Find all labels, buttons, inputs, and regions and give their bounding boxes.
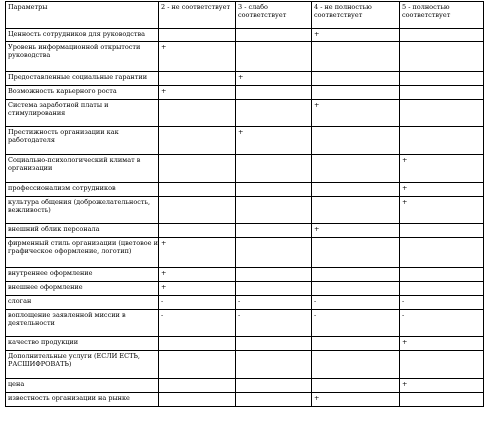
rating-mark-cell: [236, 224, 312, 238]
rating-mark-cell: [236, 197, 312, 224]
rating-mark-cell: [236, 29, 312, 42]
rating-mark-cell: [236, 100, 312, 127]
parameter-cell: Система заработной платы и стимулирования: [6, 100, 159, 127]
rating-mark-cell: +: [400, 197, 484, 224]
parameter-cell: Дополнительные услуги (ЕСЛИ ЕСТЬ, РАСШИФРОВАТЬ): [6, 351, 159, 379]
rating-mark-cell: -: [236, 310, 312, 337]
rating-mark-cell: [312, 86, 400, 100]
rating-mark-cell: [400, 224, 484, 238]
table-row: [6, 238, 484, 268]
rating-mark-cell: +: [400, 183, 484, 197]
table-row: [6, 310, 484, 337]
header-cell-score-3: 3 - слабо соответствует: [236, 2, 312, 29]
rating-mark-cell: [236, 337, 312, 351]
rating-mark-cell: [236, 393, 312, 407]
rating-mark-cell: [236, 155, 312, 183]
table-row: [6, 224, 484, 238]
rating-mark-cell: -: [159, 296, 236, 310]
rating-mark-cell: [236, 183, 312, 197]
rating-mark-cell: [312, 42, 400, 72]
rating-mark-cell: [400, 127, 484, 155]
table-row: [6, 337, 484, 351]
rating-mark-cell: [159, 197, 236, 224]
rating-mark-cell: +: [312, 224, 400, 238]
rating-mark-cell: +: [159, 282, 236, 296]
rating-mark-cell: [400, 351, 484, 379]
table-row: [6, 393, 484, 407]
rating-mark-cell: [159, 100, 236, 127]
rating-mark-cell: [159, 224, 236, 238]
rating-mark-cell: [159, 29, 236, 42]
parameter-cell: Предоставленные социальные гарантии: [6, 72, 159, 86]
rating-mark-cell: [312, 127, 400, 155]
rating-mark-cell: [400, 282, 484, 296]
rating-mark-cell: [236, 351, 312, 379]
header-cell-score-2: 2 - не соответствует: [159, 2, 236, 29]
table-row: [6, 72, 484, 86]
parameter-cell: Престижность организации как работодателя: [6, 127, 159, 155]
rating-mark-cell: [400, 100, 484, 127]
rating-mark-cell: +: [159, 42, 236, 72]
rating-mark-cell: [236, 282, 312, 296]
rating-mark-cell: +: [312, 393, 400, 407]
rating-mark-cell: +: [400, 155, 484, 183]
table-row: [6, 296, 484, 310]
rating-mark-cell: [312, 155, 400, 183]
rating-mark-cell: [312, 268, 400, 282]
header-cell-score-4: 4 - не полностью соответствует: [312, 2, 400, 29]
table-row: [6, 282, 484, 296]
parameter-cell: цена: [6, 379, 159, 393]
parameter-cell: известность организации на рынке: [6, 393, 159, 407]
rating-mark-cell: [159, 337, 236, 351]
table-row: [6, 86, 484, 100]
rating-mark-cell: [159, 127, 236, 155]
table-row: [6, 42, 484, 72]
table-row: [6, 351, 484, 379]
rating-mark-cell: [312, 72, 400, 86]
rating-mark-cell: [400, 86, 484, 100]
rating-mark-cell: -: [400, 296, 484, 310]
parameter-cell: внутреннее оформление: [6, 268, 159, 282]
rating-mark-cell: [312, 337, 400, 351]
rating-mark-cell: -: [159, 310, 236, 337]
rating-mark-cell: [312, 183, 400, 197]
rating-mark-cell: -: [236, 296, 312, 310]
rating-mark-cell: [400, 238, 484, 268]
rating-mark-cell: [312, 351, 400, 379]
rating-mark-cell: [400, 42, 484, 72]
rating-mark-cell: +: [400, 337, 484, 351]
rating-mark-cell: [236, 268, 312, 282]
rating-mark-cell: [312, 238, 400, 268]
rating-mark-cell: [236, 238, 312, 268]
table-row: [6, 29, 484, 42]
parameter-cell: фирменный стиль организации (цветовое и графическое оформление, логотип): [6, 238, 159, 268]
rating-mark-cell: [159, 155, 236, 183]
rating-mark-cell: [159, 379, 236, 393]
rating-mark-cell: +: [159, 268, 236, 282]
table-row: [6, 127, 484, 155]
header-cell-parameters: Параметры: [6, 2, 159, 29]
rating-mark-cell: +: [236, 127, 312, 155]
parameter-cell: качество продукции: [6, 337, 159, 351]
rating-mark-cell: [236, 86, 312, 100]
table-row: [6, 268, 484, 282]
parameter-cell: воплощение заявленной миссии в деятельности: [6, 310, 159, 337]
parameter-cell: внешний облик персонала: [6, 224, 159, 238]
rating-mark-cell: +: [159, 238, 236, 268]
rating-mark-cell: [159, 393, 236, 407]
rating-mark-cell: +: [159, 86, 236, 100]
parameter-cell: Ценность сотрудников для руководства: [6, 29, 159, 42]
header-cell-score-5: 5 - полностью соответствует: [400, 2, 484, 29]
parameter-cell: Уровень информационной открытости руководства: [6, 42, 159, 72]
parameter-cell: культура общения (доброжелательность, вежливость): [6, 197, 159, 224]
table-row: [6, 183, 484, 197]
rating-mark-cell: -: [312, 310, 400, 337]
rating-mark-cell: [236, 379, 312, 393]
rating-mark-cell: [159, 351, 236, 379]
table-row: [6, 197, 484, 224]
rating-mark-cell: [400, 393, 484, 407]
rating-mark-cell: [400, 72, 484, 86]
rating-mark-cell: +: [236, 72, 312, 86]
rating-mark-cell: +: [312, 100, 400, 127]
parameter-cell: Возможность карьерного роста: [6, 86, 159, 100]
parameter-cell: Социально-психологический климат в организации: [6, 155, 159, 183]
rating-mark-cell: -: [312, 296, 400, 310]
table-row: [6, 155, 484, 183]
rating-mark-cell: [236, 42, 312, 72]
rating-mark-cell: [312, 379, 400, 393]
table-row: [6, 379, 484, 393]
parameter-cell: внешнее оформление: [6, 282, 159, 296]
rating-mark-cell: +: [312, 29, 400, 42]
rating-mark-cell: [400, 29, 484, 42]
rating-mark-cell: [159, 183, 236, 197]
parameter-cell: профессионализм сотрудников: [6, 183, 159, 197]
rating-mark-cell: [312, 282, 400, 296]
rating-table: [5, 1, 484, 407]
rating-mark-cell: -: [400, 310, 484, 337]
rating-mark-cell: [159, 72, 236, 86]
header-row: [6, 2, 484, 29]
rating-mark-cell: [312, 197, 400, 224]
rating-mark-cell: +: [400, 379, 484, 393]
rating-mark-cell: [400, 268, 484, 282]
table-row: [6, 100, 484, 127]
parameter-cell: слоган: [6, 296, 159, 310]
rating-table-body: [6, 2, 484, 407]
